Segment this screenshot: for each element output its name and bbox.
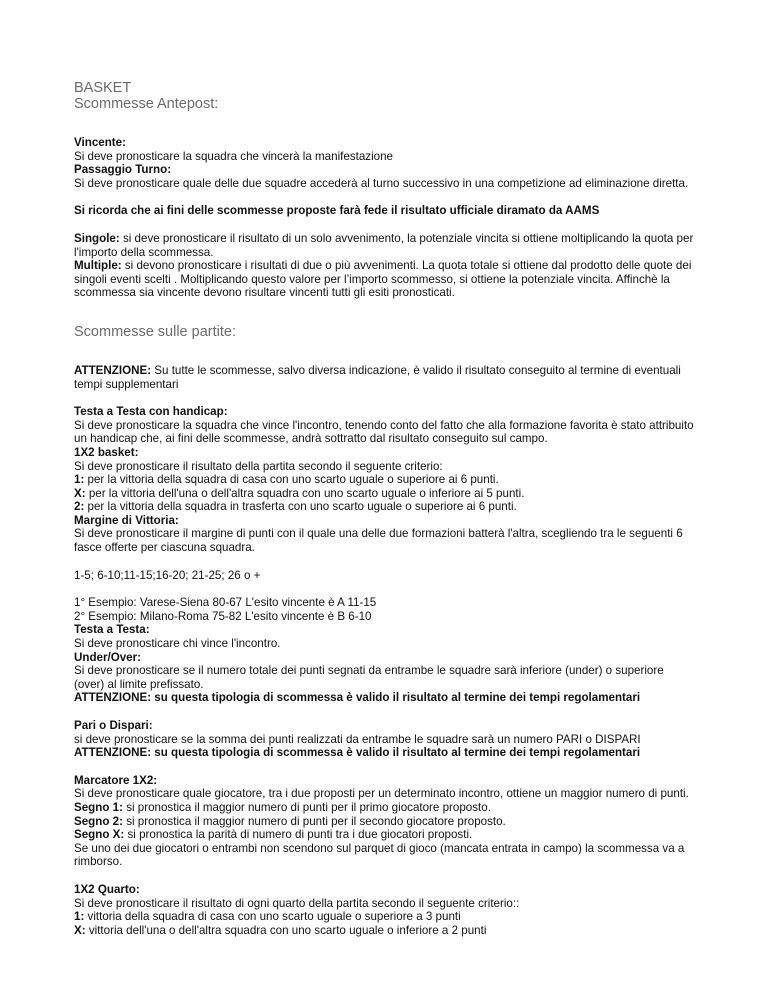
esempi-block	[74, 596, 694, 705]
x12-text: Si deve pronosticare il risultato della partita secondo il seguente criterio:	[74, 459, 443, 473]
x12-x-label: X:	[74, 486, 86, 500]
quarto-block	[74, 883, 694, 937]
multiple-label: Multiple:	[74, 259, 122, 273]
vincente-block	[74, 136, 694, 190]
testa-text: Si deve pronosticare chi vince l'incontro.	[74, 637, 281, 651]
pari-block	[74, 719, 694, 760]
quarto-1-text: vittoria della squadra di casa con uno scarto uguale o superiore a 3 punti	[84, 910, 461, 924]
under-text: Si deve pronosticare se il numero totale dei punti segnati da entrambe le squadre sarà inferiore (under) o superiore (over) al limite prefissato.	[74, 664, 664, 691]
multiple-text: si devono pronosticare i risultati di due o più avvenimenti. La quota totale si ottiene dal prodotto delle quote dei singoli eventi scelti . Moltiplicando questo valore per l’importo scommesso, si ottiene la potenziale vincita. Affinchè la scommessa sia vincente devono risultare vincenti tutti gli esiti pronosticati.	[74, 259, 692, 300]
margine-label: Margine di Vittoria:	[74, 513, 179, 527]
pari-text: si deve pronosticare se la somma dei punti realizzati da entrambe le squadre sarà un numero PARI o DISPARI	[74, 732, 641, 746]
handicap-label: Testa a Testa con handicap:	[74, 405, 228, 419]
testa-label: Testa a Testa:	[74, 623, 150, 637]
singole-multiple-block	[74, 232, 694, 300]
quarto-1-label: 1:	[74, 910, 85, 924]
fasce-line: 1-5; 6-10;11-15;16-20; 21-25; 26 o +	[74, 568, 261, 582]
attenzione-block	[74, 364, 694, 391]
pari-note: ATTENZIONE: su questa tipologia di scommessa è valido il risultato al termine dei tempi regolamentari	[74, 746, 641, 760]
segnox-label: Segno X:	[74, 828, 125, 842]
quarto-text: Si deve pronosticare il risultato di ogni quarto della partita secondo il seguente criterio::	[74, 896, 520, 910]
singole-text: si deve pronosticare il risultato di un solo avvenimento, la potenziale vincita si ottiene moltiplicando la quota per l'importo della scommessa.	[74, 231, 694, 259]
segno1-label: Segno 1:	[74, 800, 123, 814]
attenzione-text: Su tutte le scommesse, salvo diversa indicazione, è valido il risultato conseguito al termine di eventuali tempi supplementari	[74, 363, 681, 391]
x12-1-text: per la vittoria della squadra di casa con uno scarto uguale o superiore ai 6 punti.	[84, 473, 499, 487]
handicap-block	[74, 405, 694, 555]
document-page	[74, 80, 694, 937]
x12-2-label: 2:	[74, 500, 85, 514]
x12-label: 1X2 basket:	[74, 445, 139, 459]
passaggio-label: Passaggio Turno:	[74, 163, 172, 177]
singole-label: Singole:	[74, 231, 120, 245]
x12-x-text: per la vittoria dell'una o dell'altra squadra con uno scarto uguale o inferiore ai 5 punti.	[85, 486, 525, 500]
segno2-text: si pronostica il maggior numero di punti per il secondo giocatore proposto.	[122, 814, 506, 828]
segnox-text: si pronostica la parità di numero di punti tra i due giocatori proposti.	[124, 828, 473, 842]
vincente-text: Si deve pronosticare la squadra che vincerà la manifestazione	[74, 149, 394, 163]
pari-label: Pari o Dispari:	[74, 719, 153, 732]
attenzione-label: ATTENZIONE:	[74, 363, 152, 377]
passaggio-text: Si deve pronosticare quale delle due squadre accederà al turno successivo in una competizione ad eliminazione diretta.	[74, 176, 689, 190]
x12-2-text: per la vittoria della squadra in trasferta con uno scarto uguale o superiore ai 6 punti.	[84, 500, 517, 514]
quarto-x-label: X:	[74, 923, 86, 937]
segno2-label: Segno 2:	[74, 814, 123, 828]
marcatore-rimborso: Se uno dei due giocatori o entrambi non scendono sul parquet di gioco (mancata entrata in campo) la scommessa va a rimborso.	[74, 841, 685, 869]
under-label: Under/Over:	[74, 650, 142, 664]
esempio-2: 2° Esempio: Milano-Roma 75-82 L'esito vincente è B 6-10	[74, 609, 372, 623]
marcatore-label: Marcatore 1X2:	[74, 773, 158, 787]
antepost-heading: Scommesse Antepost:	[74, 96, 219, 112]
vincente-label: Vincente:	[74, 136, 126, 149]
x12-1-label: 1:	[74, 473, 85, 487]
handicap-text: Si deve pronosticare la squadra che vince l'incontro, tenendo conto del fatto che alla formazione favorita è stato attribuito un handicap che, ai fini delle scommesse, andrà sottratto dal risultato conseguito sul campo.	[74, 418, 694, 446]
under-note: ATTENZIONE: su questa tipologia di scommessa è valido il risultato al termine dei tempi regolamentari	[74, 691, 641, 705]
marcatore-block	[74, 774, 694, 869]
margine-text: Si deve pronosticare il margine di punti con il quale una delle due formazioni batterà l'altra, scegliendo tra le seguenti 6 fasce offerte per ciascuna squadra.	[74, 527, 683, 555]
segno1-text: si pronostica il maggior numero di punti per il primo giocatore proposto.	[122, 800, 491, 814]
quarto-x-text: vittoria dell'una o dell'altra squadra con uno scarto uguale o inferiore a 2 punti	[85, 923, 487, 937]
esempio-1: 1° Esempio: Varese-Siena 80-67 L'esito vincente è A 11-15	[74, 596, 377, 610]
partite-heading: Scommesse sulle partite:	[74, 323, 236, 340]
marcatore-text: Si deve pronosticare quale giocatore, tra i due proposti per un determinato incontro, ottiene un maggior numero di punti.	[74, 787, 689, 801]
quarto-label: 1X2 Quarto:	[74, 882, 140, 896]
aams-note: Si ricorda che ai fini delle scommesse proposte farà fede il risultato ufficiale diramato da AAMS	[74, 204, 600, 218]
section-title: BASKET	[74, 80, 132, 96]
